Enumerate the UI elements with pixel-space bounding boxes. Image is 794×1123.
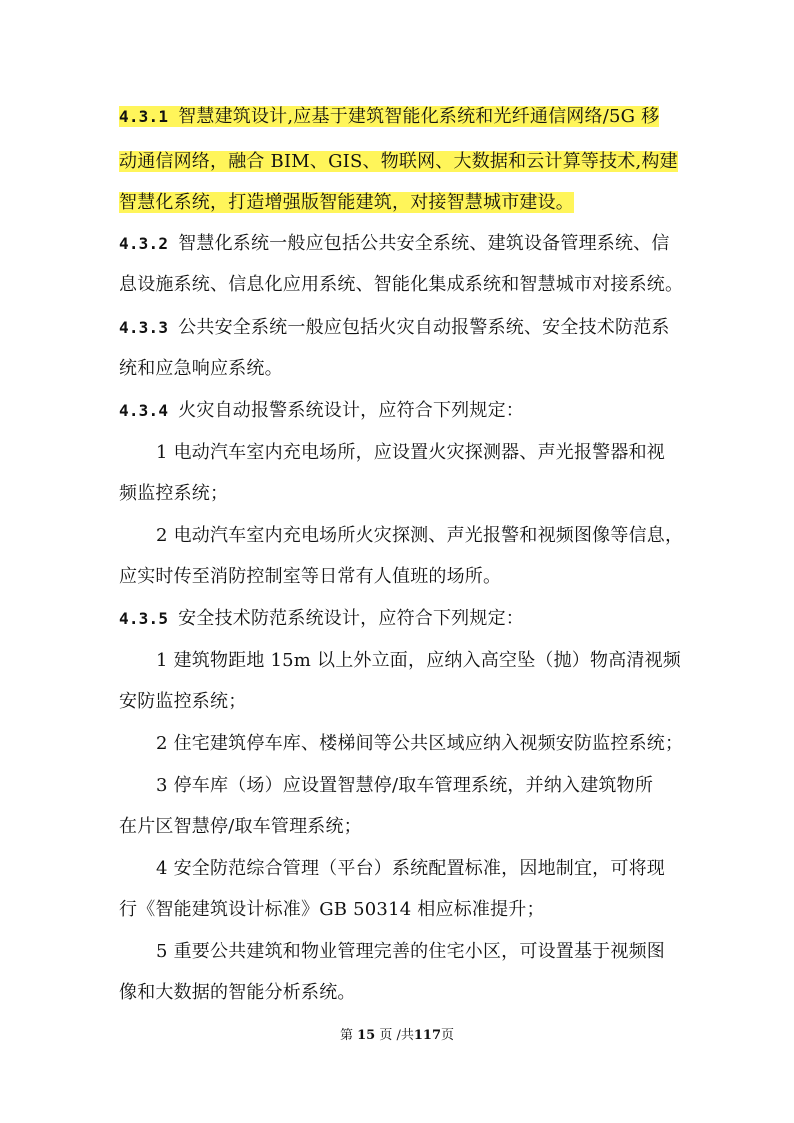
current-page-number: 15 bbox=[357, 1028, 376, 1043]
clause-number: 4.3.3 bbox=[119, 318, 169, 337]
clause-4-3-1-line-2 bbox=[119, 145, 678, 179]
clause-4-3-5-item-3-line-1 bbox=[156, 769, 653, 803]
clause-text: 火灾自动报警系统设计，应符合下列规定： bbox=[178, 400, 524, 421]
footer-suffix: 页 bbox=[441, 1028, 455, 1043]
clause-text: 公共安全系统一般应包括火灾自动报警系统、安全技术防范系 bbox=[178, 317, 670, 338]
clause-text: 统和应急响应系统。 bbox=[119, 358, 283, 379]
list-item-text: 行《智能建筑设计标准》GB 50314 相应标准提升； bbox=[119, 899, 545, 920]
clause-4-3-5-item-5-line-1 bbox=[156, 935, 665, 969]
list-item-text: 频监控系统； bbox=[119, 483, 229, 504]
list-item-text: 3 停车库（场）应设置智慧停/取车管理系统，并纳入建筑物所 bbox=[156, 775, 654, 796]
clause-text: 息设施系统、信息化应用系统、智能化集成系统和智慧城市对接系统。 bbox=[119, 274, 684, 295]
page-footer bbox=[0, 1024, 794, 1043]
clause-4-3-2-line-1 bbox=[119, 227, 670, 261]
clause-4-3-4-item-2-line-1 bbox=[156, 519, 683, 553]
clause-4-3-5-item-4-line-2 bbox=[119, 893, 545, 927]
list-item-text: 像和大数据的智能分析系统。 bbox=[119, 982, 356, 1003]
clause-4-3-5-item-1-line-2 bbox=[119, 685, 246, 719]
clause-4-3-4-line-1 bbox=[119, 394, 524, 428]
clause-text: 智慧化系统一般应包括公共安全系统、建筑设备管理系统、信 bbox=[178, 233, 670, 254]
clause-4-3-3-line-2 bbox=[119, 352, 283, 386]
clause-number: 4.3.2 bbox=[119, 234, 169, 253]
list-item-text: 1 电动汽车室内充电场所，应设置火灾探测器、声光报警器和视 bbox=[156, 442, 665, 463]
list-item-text: 1 建筑物距地 15m 以上外立面，应纳入高空坠（抛）物高清视频 bbox=[156, 650, 681, 671]
clause-4-3-4-item-1-line-2 bbox=[119, 477, 228, 511]
list-item-text: 5 重要公共建筑和物业管理完善的住宅小区，可设置基于视频图 bbox=[156, 941, 665, 962]
clause-text: 智慧建筑设计,应基于建筑智能化系统和光纤通信网络/5G 移 bbox=[178, 106, 660, 127]
clause-4-3-2-line-2 bbox=[119, 268, 683, 302]
clause-4-3-5-item-5-line-2 bbox=[119, 976, 356, 1010]
list-item-text: 应实时传至消防控制室等日常有人值班的场所。 bbox=[119, 566, 502, 587]
clause-4-3-5-line-1 bbox=[119, 602, 524, 636]
list-item-text: 2 住宅建筑停车库、楼梯间等公共区域应纳入视频安防监控系统； bbox=[156, 733, 684, 754]
clause-4-3-5-item-1-line-1 bbox=[156, 644, 681, 678]
clause-4-3-5-item-2-line-1 bbox=[156, 727, 683, 761]
footer-middle: 页 /共 bbox=[379, 1028, 414, 1043]
clause-text: 智慧化系统，打造增强版智能建筑，对接智慧城市建设。 bbox=[119, 192, 574, 213]
footer-prefix: 第 bbox=[339, 1028, 353, 1043]
clause-4-3-1-line-3 bbox=[119, 186, 574, 220]
list-item-text: 安防监控系统； bbox=[119, 691, 247, 712]
total-page-number: 117 bbox=[413, 1028, 442, 1043]
clause-number: 4.3.5 bbox=[119, 609, 169, 628]
clause-number: 4.3.4 bbox=[119, 401, 169, 420]
clause-text: 安全技术防范系统设计，应符合下列规定： bbox=[178, 608, 524, 629]
list-item-text: 4 安全防范综合管理（平台）系统配置标准，因地制宜，可将现 bbox=[156, 858, 665, 879]
list-item-text: 2 电动汽车室内充电场所火灾探测、声光报警和视频图像等信息， bbox=[156, 525, 684, 546]
clause-4-3-3-line-1 bbox=[119, 311, 670, 345]
clause-text: 动通信网络，融合 BIM、GIS、物联网、大数据和云计算等技术,构建 bbox=[119, 151, 678, 172]
clause-number: 4.3.1 bbox=[119, 107, 169, 126]
clause-4-3-4-item-2-line-2 bbox=[119, 560, 501, 594]
list-item-text: 在片区智慧停/取车管理系统； bbox=[119, 816, 362, 837]
clause-4-3-1-line-1 bbox=[119, 100, 659, 134]
clause-4-3-5-item-4-line-1 bbox=[156, 852, 665, 886]
clause-4-3-5-item-3-line-2 bbox=[119, 810, 362, 844]
clause-4-3-4-item-1-line-1 bbox=[156, 436, 665, 470]
